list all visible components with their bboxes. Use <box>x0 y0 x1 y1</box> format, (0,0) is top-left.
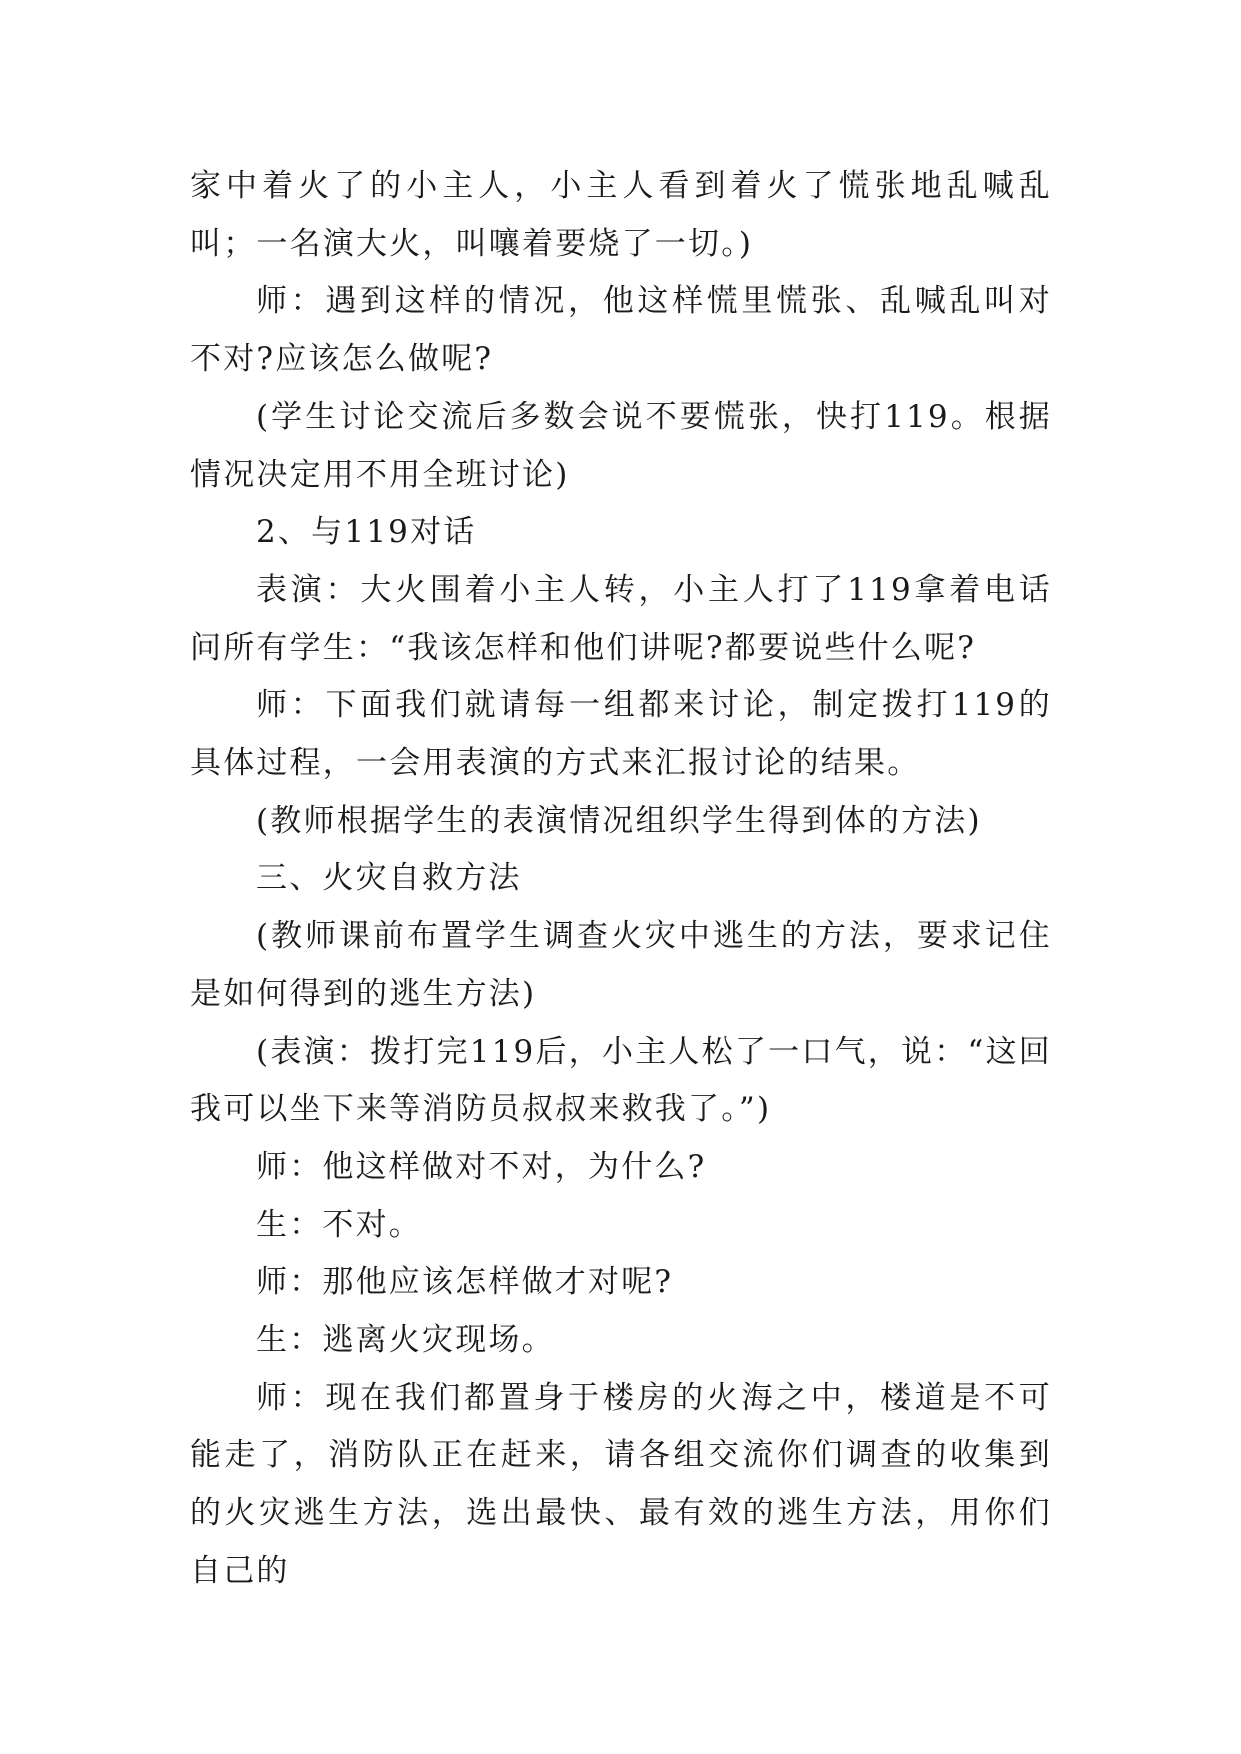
paragraph-4: 2、与119对话 <box>256 514 477 551</box>
paragraph-10: (表演：拨打完119后，小主人松了一口气，说：“这回我可以坐下来等消防员叔叔来救我了。”) <box>190 1033 1052 1128</box>
paragraph-11: 师：他这样做对不对，为什么? <box>256 1148 707 1185</box>
paragraph-7: (教师根据学生的表演情况组织学生得到体的方法) <box>256 802 982 839</box>
paragraph-14: 生：逃离火灾现场。 <box>256 1322 555 1359</box>
document-page <box>190 158 1052 1601</box>
paragraph-9: (教师课前布置学生调查火灾中逃生的方法，要求记住是如何得到的逃生方法) <box>190 918 1052 1012</box>
paragraph-13: 师：那他应该怎样做才对呢? <box>256 1264 674 1301</box>
paragraph-3: (学生讨论交流后多数会说不要慌张，快打119。根据情况决定用不用全班讨论) <box>190 398 1052 493</box>
paragraph-15: 师：现在我们都置身于楼房的火海之中，楼道是不可能走了，消防队正在赶来，请各组交流你们调查的收集到的火灾逃生方法，选出最快、最有效的逃生方法，用你们自己的 <box>190 1379 1052 1589</box>
section-heading: 三、火灾自救方法 <box>256 860 522 897</box>
paragraph-12: 生：不对。 <box>256 1206 422 1243</box>
paragraph-1: 家中着火了的小主人，小主人看到着火了慌张地乱喊乱叫；一名演大火，叫嚷着要烧了一切。) <box>190 168 1052 262</box>
paragraph-2: 师：遇到这样的情况，他这样慌里慌张、乱喊乱叫对不对?应该怎么做呢? <box>190 283 1052 378</box>
paragraph-6: 师：下面我们就请每一组都来讨论，制定拨打119的具体过程，一会用表演的方式来汇报讨论的结果。 <box>190 687 1052 782</box>
paragraph-5: 表演：大火围着小主人转，小主人打了119拿着电话问所有学生：“我该怎样和他们讲呢?都要说些什么呢? <box>190 571 1052 666</box>
